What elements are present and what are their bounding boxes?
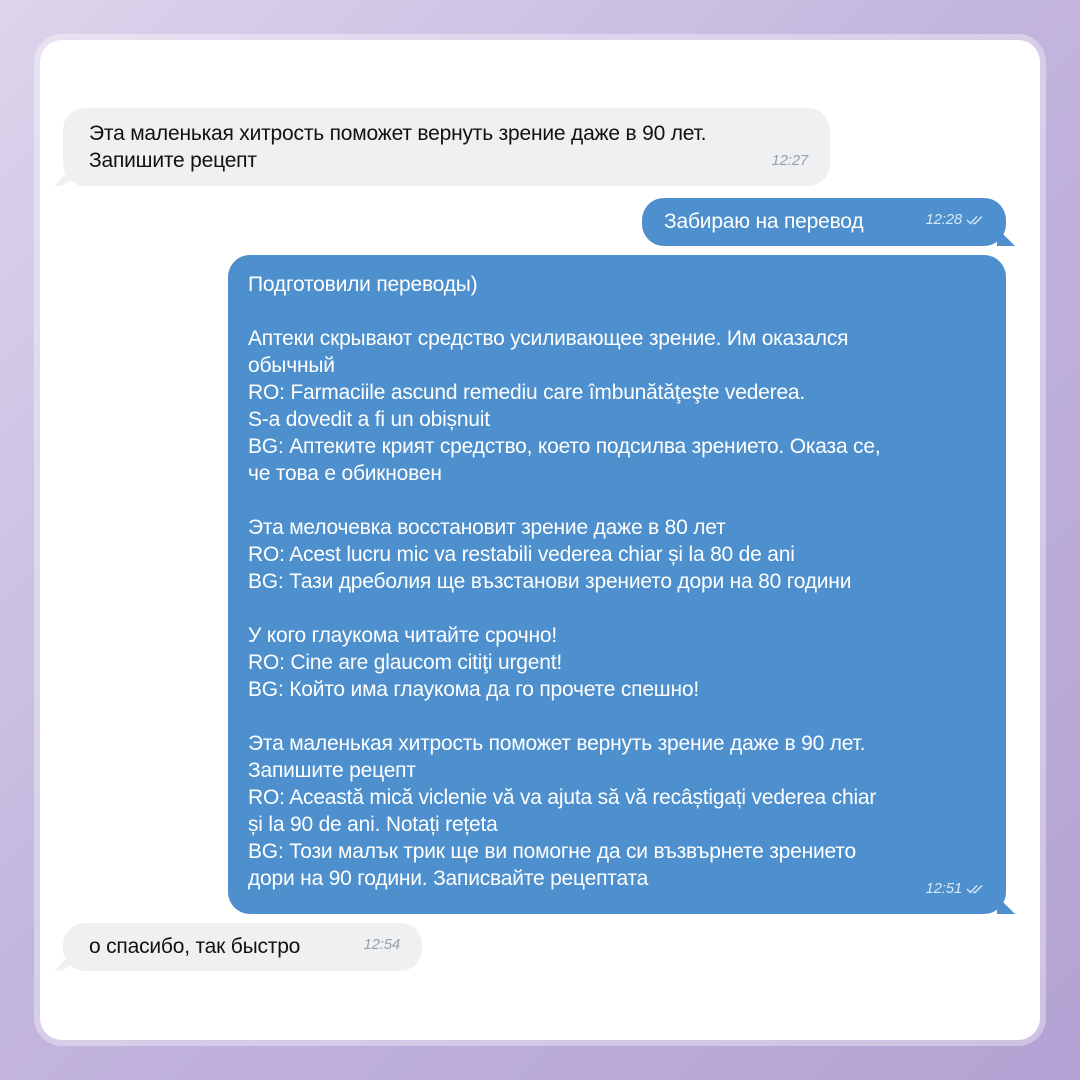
message-text-line: че това е обикновен [248,462,442,485]
message-text-line: și la 90 de ani. Notați rețeta [248,813,498,836]
outgoing-message-bubble[interactable] [228,255,1006,914]
message-text-line: Забираю на перевод [664,210,864,233]
incoming-message-bubble[interactable] [63,108,830,186]
message-text-line: Эта маленькая хитрость поможет вернуть зрение даже в 90 лет. [248,732,866,755]
message-text-line: S-a dovedit a fi un obișnuit [248,408,490,431]
message-time: 12:28 [925,211,962,228]
double-check-icon [966,214,986,226]
double-check-icon [966,883,986,895]
message-text-line: Эта маленькая хитрость поможет вернуть зрение даже в 90 лет. [89,122,707,145]
message-text-line: о спасибо, так быстро [89,935,301,958]
message-text-line: обычный [248,354,335,377]
message-meta [363,931,400,958]
message-text-line: BG: Аптеките крият средство, което подсилва зрението. Оказа се, [248,435,881,458]
message-text-line: RO: Cine are glaucom citiţi urgent! [248,651,562,674]
message-text-line: Эта мелочевка восстановит зрение даже в 80 лет [248,516,726,539]
message-time: 12:27 [771,152,808,169]
message-meta [925,875,986,902]
message-text-line [248,298,986,325]
message-time: 12:54 [363,936,400,953]
message-text-line: RO: Acest lucru mic va restabili vederea chiar și la 80 de ani [248,543,795,566]
message-text-line: BG: Който има глаукома да го прочете спешно! [248,678,699,701]
message-text-line [248,595,986,622]
message-text-line: Подготовили переводы) [248,273,478,296]
message-text-line: RO: Această mică viclenie vă va ajuta să vă recâștigați vederea chiar [248,786,877,809]
message-time: 12:51 [925,880,962,897]
message-text-line [248,703,986,730]
message-text-line: дори на 90 години. Записвайте рецептата [248,867,649,890]
message-text-line: У кого глаукома читайте срочно! [248,624,558,647]
message-text-line: RO: Farmaciile ascund remediu care îmbunătăţeşte vederea. [248,381,806,404]
message-text-line [248,487,986,514]
message-meta [925,206,986,233]
message-text-line: Запишите рецепт [89,149,257,172]
message-text-line: Аптеки скрывают средство усиливающее зрение. Им оказался [248,327,849,350]
message-text-line: BG: Тази дреболия ще възстанови зрението дори на 80 години [248,570,852,593]
chat-card [40,40,1040,1040]
message-text-line: BG: Този малък трик ще ви помогне да си възвърнете зрението [248,840,856,863]
message-meta [771,147,808,174]
incoming-message-bubble[interactable] [63,923,422,971]
outgoing-message-bubble[interactable] [642,198,1006,246]
message-text-line: Запишите рецепт [248,759,416,782]
